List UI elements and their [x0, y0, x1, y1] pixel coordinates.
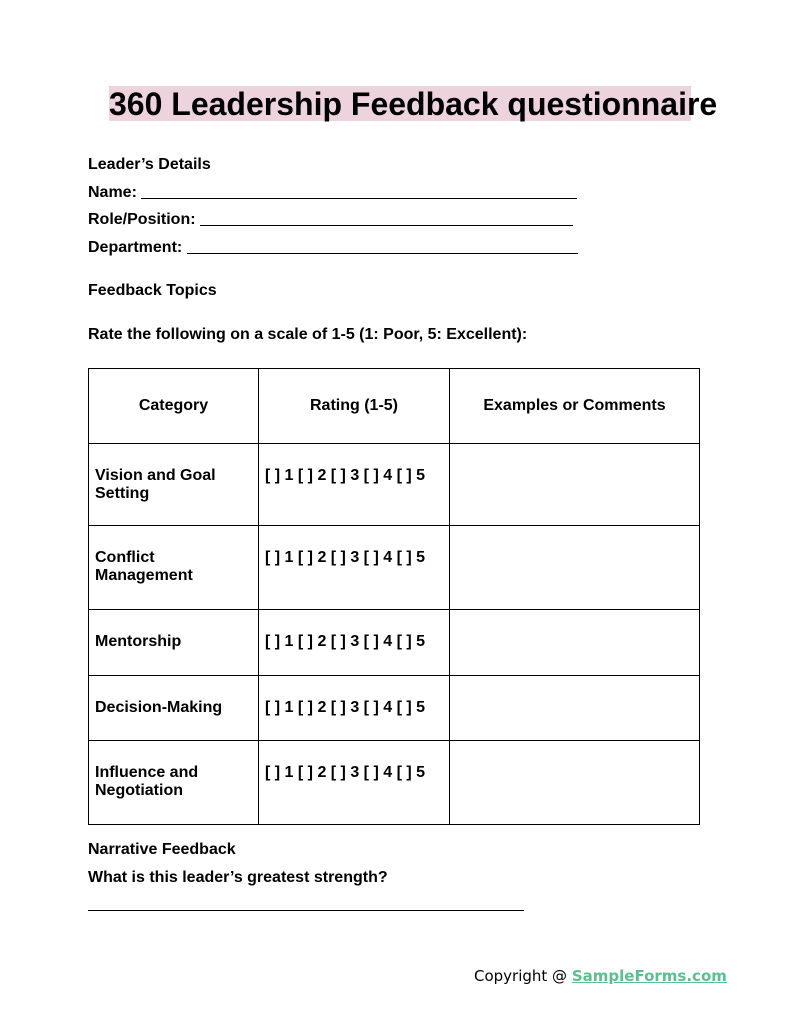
comments-cell[interactable]	[450, 676, 700, 741]
rating-cell[interactable]: [ ] 1 [ ] 2 [ ] 3 [ ] 4 [ ] 5	[259, 741, 450, 825]
department-label: Department:	[88, 239, 183, 256]
category-cell: Mentorship	[89, 610, 259, 676]
comments-cell[interactable]	[450, 610, 700, 676]
copyright-text: Copyright @	[474, 967, 572, 985]
feedback-topics-heading: Feedback Topics	[88, 282, 217, 299]
name-label: Name:	[88, 184, 137, 201]
header-rating: Rating (1-5)	[259, 369, 450, 444]
rating-cell[interactable]: [ ] 1 [ ] 2 [ ] 3 [ ] 4 [ ] 5	[259, 676, 450, 741]
strength-question: What is this leader’s greatest strength?	[88, 869, 388, 886]
category-cell: Influence and Negotiation	[89, 741, 259, 825]
table-row	[89, 741, 700, 825]
role-label: Role/Position:	[88, 211, 196, 228]
header-comments: Examples or Comments	[450, 369, 700, 444]
page-title: 360 Leadership Feedback questionnaire	[109, 86, 718, 122]
copyright-footer	[474, 967, 727, 985]
department-field[interactable]	[187, 253, 578, 254]
category-cell: Decision-Making	[89, 676, 259, 741]
name-field[interactable]	[141, 198, 577, 199]
strength-answer-field[interactable]	[88, 910, 524, 911]
rating-cell[interactable]: [ ] 1 [ ] 2 [ ] 3 [ ] 4 [ ] 5	[259, 610, 450, 676]
table-row	[89, 610, 700, 676]
comments-cell[interactable]	[450, 444, 700, 526]
sampleforms-link[interactable]: SampleForms.com	[571, 967, 727, 985]
category-cell: Conflict Management	[89, 526, 259, 610]
comments-cell[interactable]	[450, 526, 700, 610]
role-field[interactable]	[200, 225, 573, 226]
category-cell: Vision and Goal Setting	[89, 444, 259, 526]
header-category: Category	[89, 369, 259, 444]
leader-details-heading: Leader’s Details	[88, 156, 211, 173]
table-row	[89, 526, 700, 610]
rating-instruction: Rate the following on a scale of 1-5 (1: Poor, 5: Excellent):	[88, 326, 528, 343]
table-row	[89, 676, 700, 741]
rating-cell[interactable]: [ ] 1 [ ] 2 [ ] 3 [ ] 4 [ ] 5	[259, 444, 450, 526]
table-row	[89, 444, 700, 526]
table-header-row	[89, 369, 700, 444]
rating-cell[interactable]: [ ] 1 [ ] 2 [ ] 3 [ ] 4 [ ] 5	[259, 526, 450, 610]
rating-table	[88, 368, 700, 825]
comments-cell[interactable]	[450, 741, 700, 825]
narrative-heading: Narrative Feedback	[88, 841, 236, 858]
